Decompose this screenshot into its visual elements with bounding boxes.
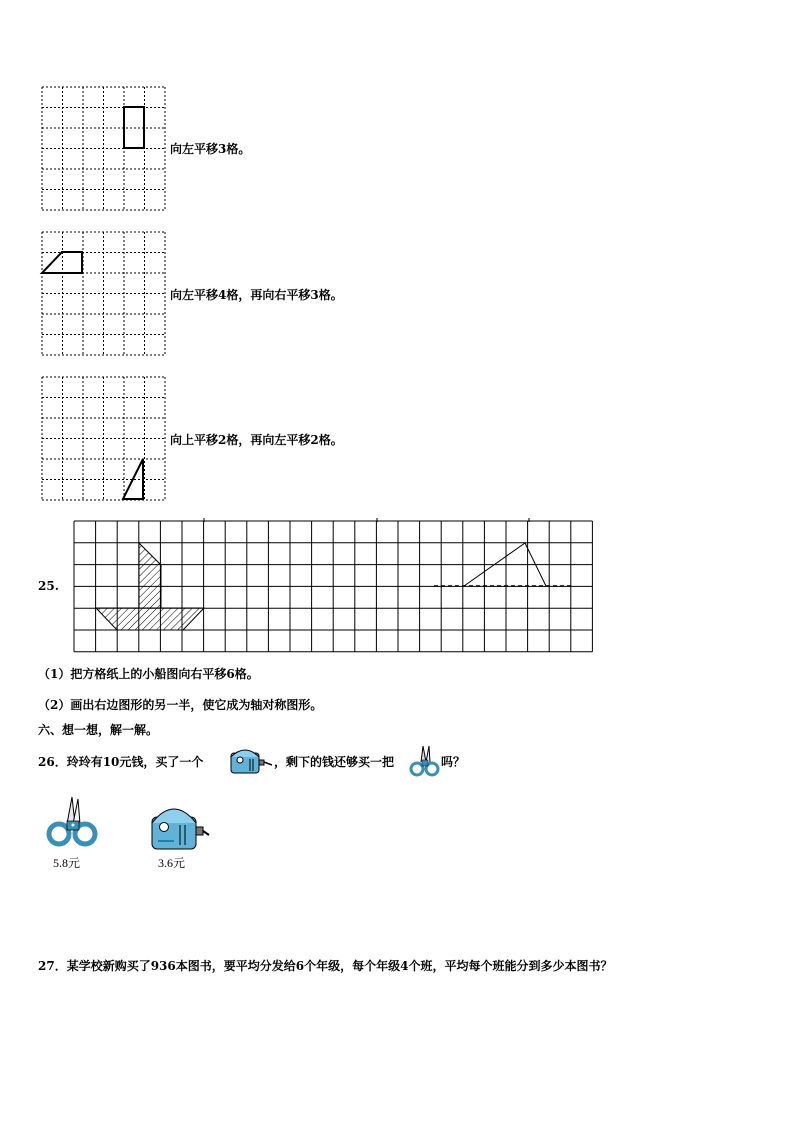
- q25-part1: （1）把方格纸上的小船图向右平移6格。: [38, 667, 259, 681]
- scissors-icon: [410, 744, 440, 778]
- grid-3: [42, 377, 166, 501]
- scissors-large-icon: [45, 794, 101, 850]
- sharpener-price: 3.6元: [158, 856, 186, 870]
- q25-part2: （2）画出右边图形的另一半，使它成为轴对称图形。: [38, 698, 323, 712]
- grid-2: [42, 232, 166, 356]
- grid-1: [42, 87, 166, 212]
- sharpener-large-icon: [148, 797, 210, 851]
- grid-25: [74, 521, 592, 653]
- question-25-number: 25.: [38, 579, 59, 593]
- q26-text-a: 26．玲玲有10元钱，买了一个: [38, 755, 204, 769]
- sharpener-icon: [228, 743, 274, 777]
- boat-hull: [96, 608, 204, 630]
- section-6-heading: 六、想一想，解一解。: [38, 723, 159, 737]
- instruction-2: 向左平移4格，再向右平移3格。: [170, 288, 343, 302]
- boat-sail: [139, 543, 161, 608]
- q26-text-b: ，剩下的钱还够买一把: [274, 755, 395, 769]
- instruction-3: 向上平移2格，再向左平移2格。: [170, 433, 343, 447]
- scissors-price: 5.8元: [53, 856, 81, 870]
- q27-text: 27．某学校新购买了936本图书，要平均分发给6个年级，每个年级4个班，平均每个班能分到多少本图书？: [38, 959, 613, 973]
- q26-text-c: 吗？: [441, 755, 466, 769]
- instruction-1: 向左平移3格。: [170, 142, 251, 156]
